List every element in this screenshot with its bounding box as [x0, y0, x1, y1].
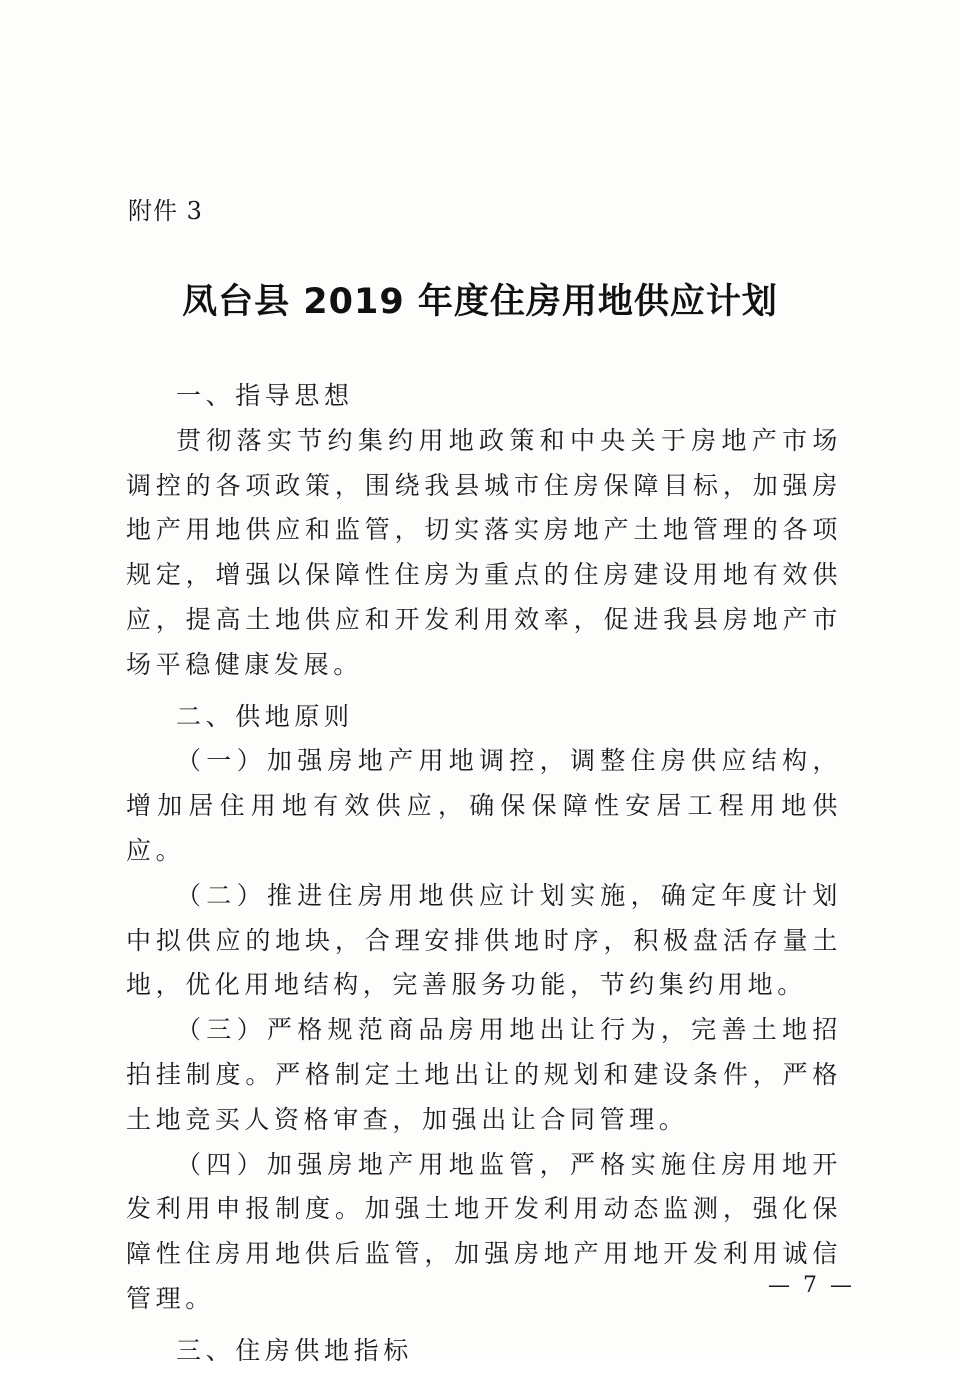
- attachment-label: 附件 3: [128, 197, 203, 225]
- section-heading-guiding-ideology: 一、指导思想: [176, 381, 354, 410]
- section-heading-supply-principles: 二、供地原则: [176, 701, 354, 731]
- document-body: [126, 374, 842, 1374]
- page-number: — 7 —: [768, 1273, 855, 1298]
- document-title: 凤台县 2019 年度住房用地供应计划: [182, 282, 778, 322]
- paragraph-principle-2: （二）推进住房用地供应计划实施，确定年度计划中拟供应的地块，合理安排供地时序，积极盘活存量土地，优化用地结构，完善服务功能，节约集约用地。: [126, 880, 842, 1000]
- paragraph-principle-4: （四）加强房地产用地监管，严格实施住房用地开发利用申报制度。加强土地开发利用动态监测，强化保障性住房用地供后监管，加强房地产用地开发利用诚信管理。: [126, 1149, 842, 1313]
- paragraph-guiding-ideology: 贯彻落实节约集约用地政策和中央关于房地产市场调控的各项政策，围绕我县城市住房保障目标，加强房地产用地供应和监管，切实落实房地产土地管理的各项规定，增强以保障性住房为重点的住房建设用地有效供应，提高土地供应和开发利用效率，促进我县房地产市场平稳健康发展。: [126, 425, 842, 679]
- paragraph-principle-3: （三）严格规范商品房用地出让行为，完善土地招拍挂制度。严格制定土地出让的规划和建设条件，严格土地竞买人资格审查，加强出让合同管理。: [126, 1015, 842, 1134]
- section-heading-supply-indicators: 三、住房供地指标: [176, 1335, 413, 1365]
- paragraph-principle-1: （一）加强房地产用地调控，调整住房供应结构，增加居住用地有效供应，确保保障性安居工程用地供应。: [126, 746, 842, 865]
